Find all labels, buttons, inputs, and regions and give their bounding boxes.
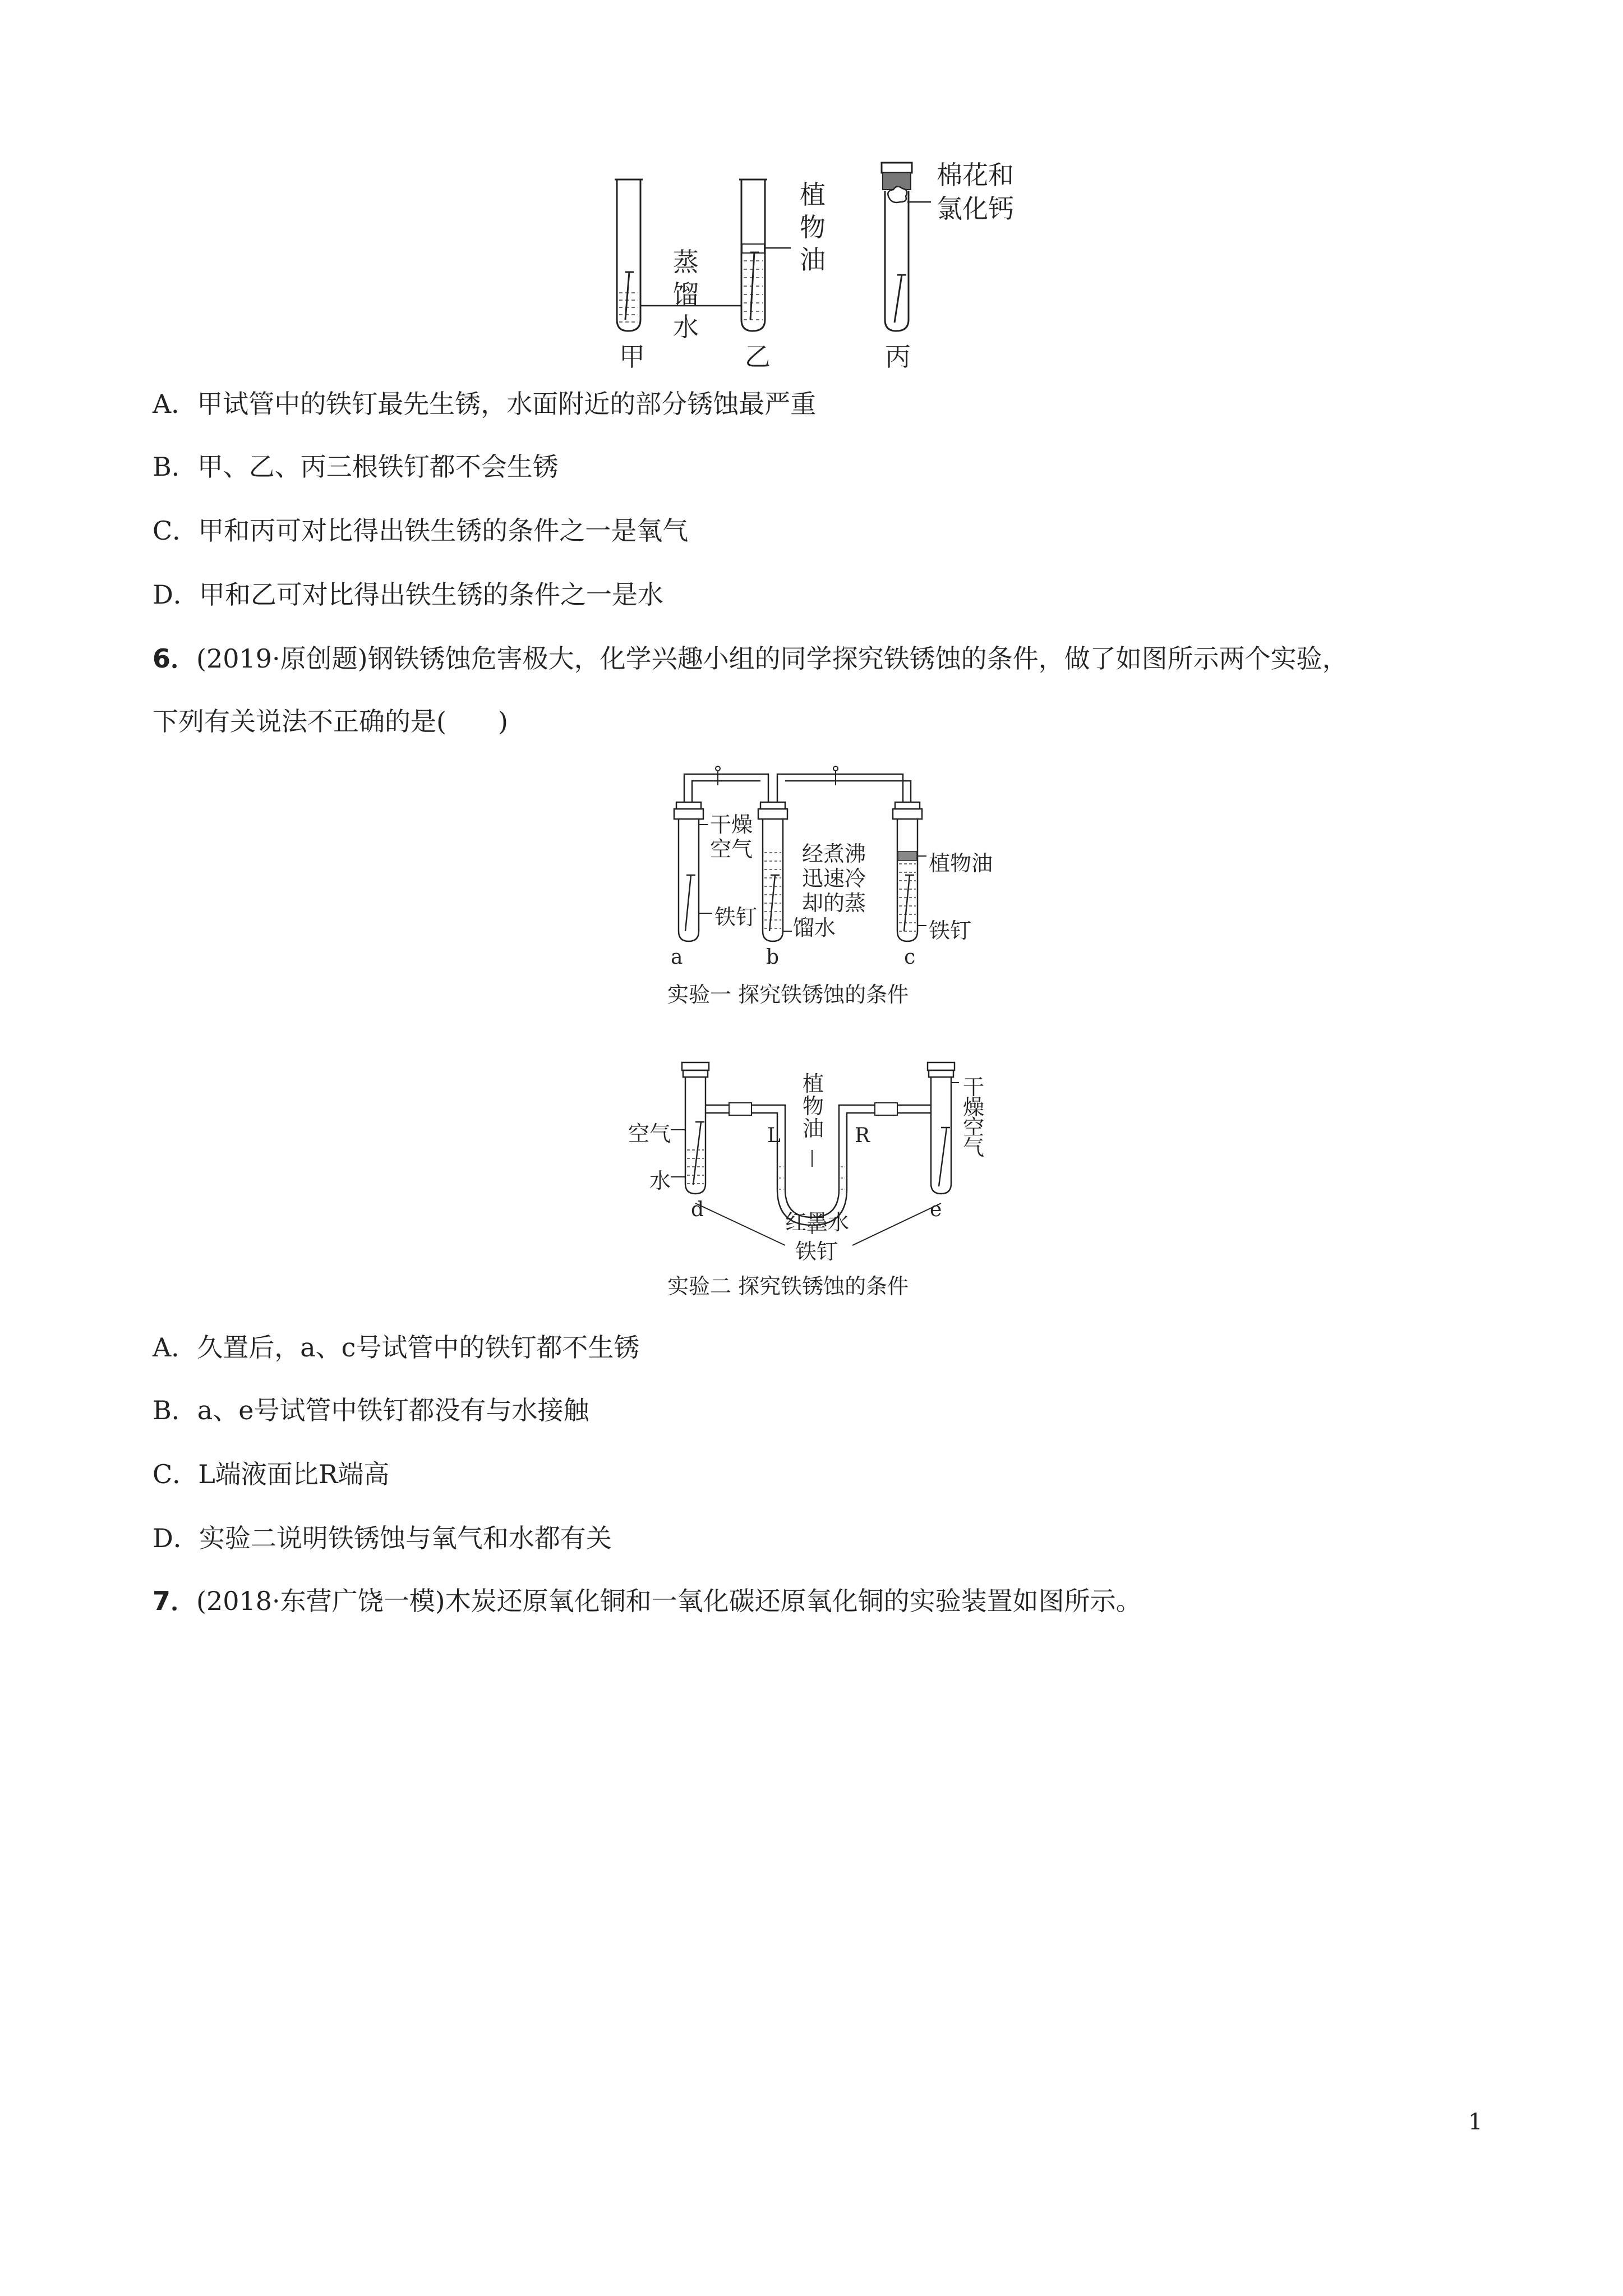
label-boiled-water-line4: 馏水 (793, 915, 836, 940)
q5-option-a: A．甲试管中的铁钉最先生锈，水面附近的部分锈蚀最严重 (153, 389, 817, 419)
label-dry-air-1 (710, 812, 753, 862)
label-nail-c: 铁钉 (929, 918, 972, 943)
question-7-text: (2018·东营广饶一模)木炭还原氧化铜和一氧化碳还原氧化铜的实验装置如图所示。 (196, 1586, 1142, 1616)
label-zhiwuyou-2: 物 (800, 212, 826, 242)
label-boiled-water-line3: 却的蒸 (802, 891, 866, 915)
tube-label-e: e (930, 1198, 942, 1221)
q6-option-c: C．L端液面比R端高 (153, 1459, 390, 1489)
tube-label-yi: 乙 (745, 342, 771, 372)
question-6-line2: 下列有关说法不正确的是( ) (153, 706, 508, 737)
label-zhengliushui-2: 馏 (673, 279, 699, 310)
label-L: L (767, 1124, 781, 1147)
question-7-number: 7． (153, 1586, 197, 1616)
label-oil-u-2: 物 (802, 1094, 824, 1119)
question-6 (153, 642, 1348, 675)
tube-label-b: b (766, 946, 780, 969)
label-nail-exp2: 铁钉 (795, 1239, 838, 1264)
figure-3-caption: 实验二 探究铁锈蚀的条件 (667, 1274, 909, 1299)
label-dry-air-2 (962, 1077, 985, 1158)
q5-option-c: C．甲和丙可对比得出铁生锈的条件之一是氧气 (153, 516, 689, 546)
label-dry-air-2-2: 燥 (962, 1095, 984, 1120)
page-number: 1 (1468, 2109, 1483, 2135)
question-6-number: 6． (153, 643, 197, 674)
label-zhengliushui-3: 水 (673, 312, 699, 342)
label-air-d: 空气 (628, 1121, 671, 1146)
tube-label-a: a (671, 946, 683, 969)
tube-label-bing: 丙 (885, 342, 911, 372)
label-zhiwuyou (799, 178, 827, 276)
q6-option-b: B．a、e号试管中铁钉都没有与水接触 (153, 1395, 589, 1425)
label-dry-air-1-line1: 干燥 (710, 812, 753, 837)
label-zhengliushui (672, 246, 700, 343)
label-boiled-water-line2: 迅速冷 (802, 866, 866, 891)
label-oil-u-3: 油 (802, 1116, 824, 1141)
q6-option-a: A．久置后，a、c号试管中的铁钉都不生锈 (153, 1332, 640, 1363)
tube-label-d: d (691, 1198, 704, 1221)
label-zhengliushui-1: 蒸 (673, 247, 699, 277)
label-dry-air-2-1: 干 (962, 1075, 984, 1099)
label-boiled-water-line1: 经煮沸 (802, 841, 866, 866)
label-oil-c: 植物油 (929, 851, 993, 876)
label-oil-u-1: 植 (802, 1071, 824, 1096)
label-mianhua-1: 棉花和 (937, 160, 1014, 190)
label-red-ink: 红墨水 (785, 1210, 850, 1235)
label-oil-u (802, 1073, 824, 1140)
question-7 (153, 1584, 1142, 1618)
label-dry-air-2-3: 空 (962, 1115, 984, 1140)
label-zhiwuyou-1: 植 (800, 180, 826, 210)
label-zhiwuyou-3: 油 (800, 245, 826, 275)
tube-label-c: c (904, 946, 916, 969)
label-nail-a: 铁钉 (714, 905, 758, 930)
q5-option-b: B．甲、乙、丙三根铁钉都不会生锈 (153, 452, 559, 482)
figure-2-caption: 实验一 探究铁锈蚀的条件 (667, 982, 909, 1007)
label-mianhua (937, 158, 1014, 226)
label-water-d: 水 (649, 1168, 671, 1193)
label-mianhua-2: 氯化钙 (937, 194, 1014, 224)
q6-option-d: D．实验二说明铁锈蚀与氧气和水都有关 (153, 1523, 612, 1553)
question-6-line1: (2019·原创题)钢铁锈蚀危害极大，化学兴趣小组的同学探究铁锈蚀的条件，做了如图所示两个实验， (196, 643, 1348, 674)
label-dry-air-1-line2: 空气 (710, 837, 753, 862)
tube-label-jia: 甲 (619, 342, 645, 372)
label-dry-air-2-4: 气 (962, 1135, 984, 1160)
label-R: R (855, 1124, 870, 1147)
label-boiled-water (793, 841, 866, 940)
q5-option-d: D．甲和乙可对比得出铁生锈的条件之一是水 (153, 579, 663, 610)
